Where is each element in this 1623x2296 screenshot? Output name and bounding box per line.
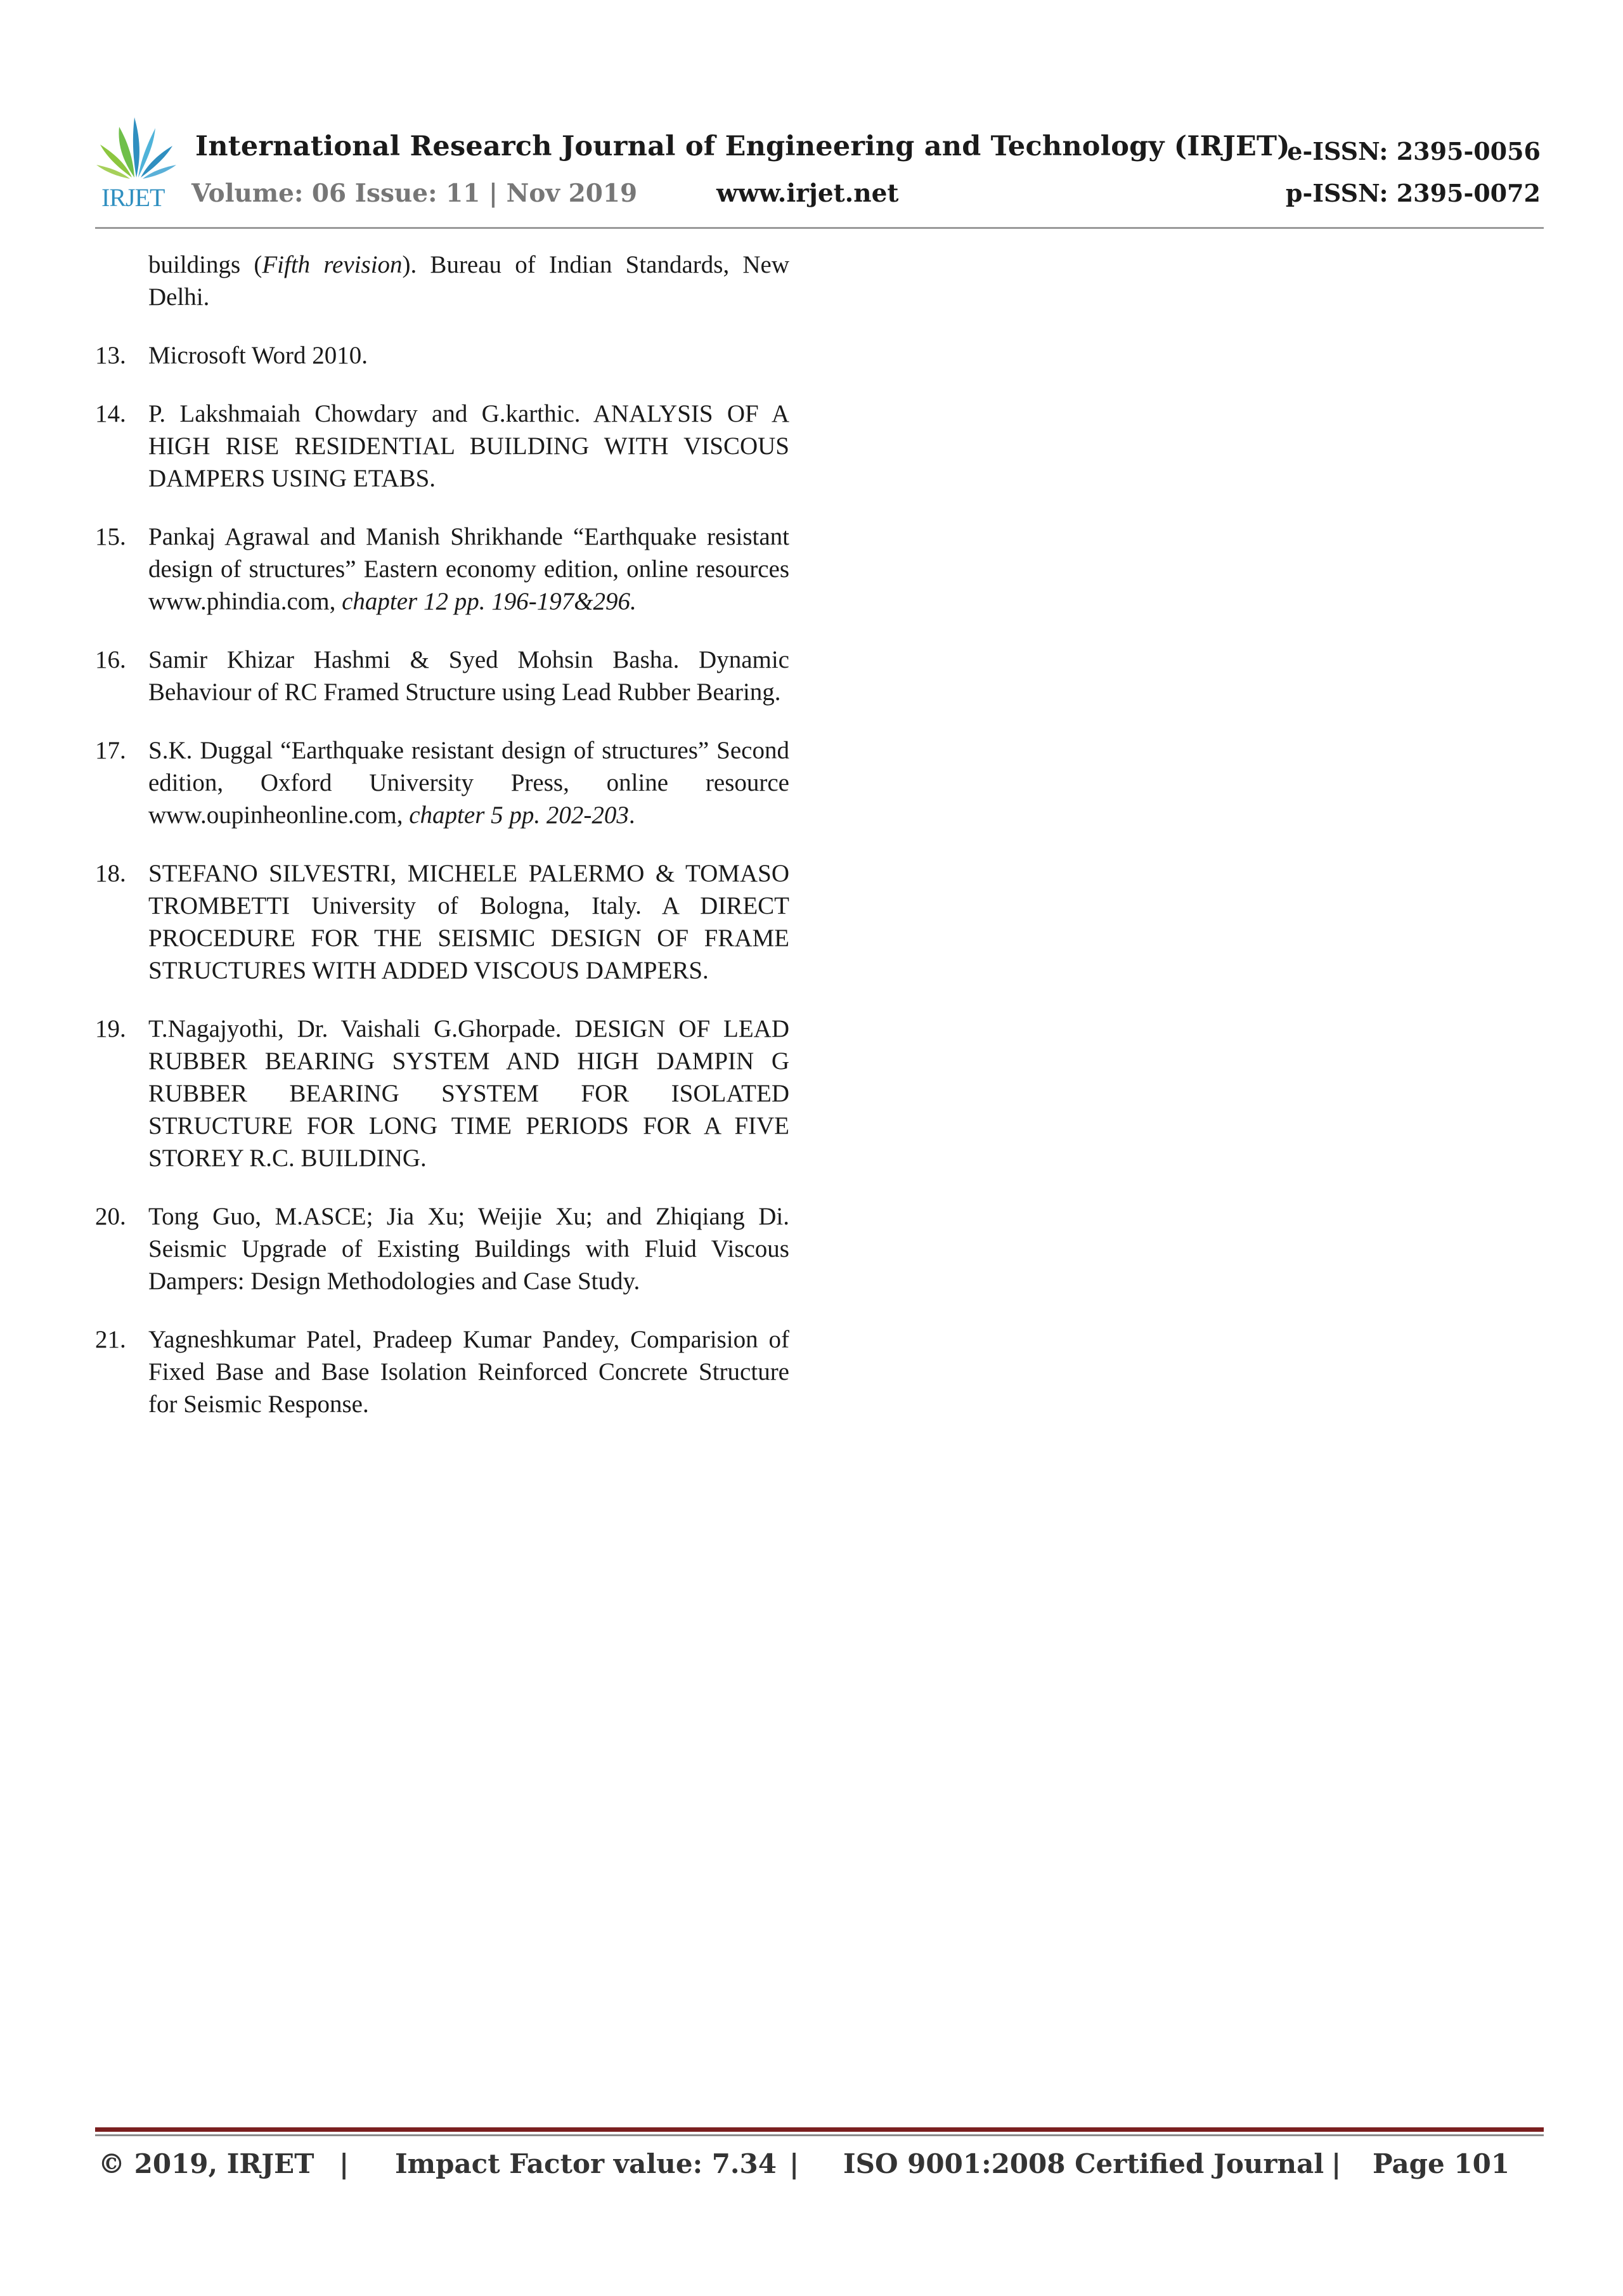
reference-text: STEFANO SILVESTRI, MICHELE PALERMO & TOMASO TROMBETTI University of Bologna, Italy. A DIRECT PROCEDURE FOR THE SEISMIC DESIGN OF FRAME STRUCTURES WITH ADDED VISCOUS DAMPERS.	[148, 860, 789, 984]
reference-item	[95, 398, 789, 495]
reference-number: 17.	[95, 737, 126, 764]
footer-separator: |	[1331, 2148, 1342, 2179]
leaf-logo-icon	[95, 114, 178, 184]
reference-text: T.Nagajyothi, Dr. Vaishali G.Ghorpade. DESIGN OF LEAD RUBBER BEARING SYSTEM AND HIGH DAMPIN G RUBBER BEARING SYSTEM FOR ISOLATED STRUCTURE FOR LONG TIME PERIODS FOR A FIVE STOREY R.C. BUILDING.	[148, 1015, 789, 1172]
reference-item	[95, 857, 789, 987]
reference-item	[95, 339, 789, 372]
reference-number: 20.	[95, 1203, 126, 1230]
reference-text: P. Lakshmaiah Chowdary and G.karthic. ANALYSIS OF A HIGH RISE RESIDENTIAL BUILDING WITH VISCOUS DAMPERS USING ETABS.	[148, 400, 789, 492]
reference-number: 15.	[95, 523, 126, 550]
volume-issue: Volume: 06 Issue: 11 | Nov 2019	[191, 179, 638, 208]
reference-number: 14.	[95, 400, 126, 427]
p-issn: p-ISSN: 2395-0072	[1285, 179, 1541, 207]
irjet-logo	[95, 114, 178, 216]
reference-item	[95, 734, 789, 831]
footer-impact-factor: Impact Factor value: 7.34	[395, 2148, 777, 2179]
reference-number: 19.	[95, 1015, 126, 1042]
reference-text: Microsoft Word 2010.	[148, 342, 368, 369]
footer-divider-gray	[95, 2134, 1544, 2136]
footer-page-number: Page 101	[1373, 2148, 1510, 2179]
footer-divider-red	[95, 2127, 1544, 2132]
reference-item	[95, 1200, 789, 1297]
reference-text: Samir Khizar Hashmi & Syed Mohsin Basha. Dynamic Behaviour of RC Framed Structure using Lead Rubber Bearing.	[148, 646, 789, 706]
reference-number: 18.	[95, 860, 126, 887]
reference-item	[95, 1323, 789, 1420]
journal-title: International Research Journal of Engineering and Technology (IRJET)	[195, 131, 1290, 162]
footer-separator: |	[339, 2148, 349, 2179]
journal-website-link[interactable]: www.irjet.net	[716, 179, 899, 208]
e-issn: e-ISSN: 2395-0056	[1287, 137, 1541, 165]
footer-copyright: © 2019, IRJET	[98, 2148, 314, 2179]
header-divider	[95, 227, 1544, 229]
reference-item	[95, 249, 789, 313]
reference-text: Yagneshkumar Patel, Pradeep Kumar Pandey, Comparision of Fixed Base and Base Isolation Reinforced Concrete Structure for Seismic Response.	[148, 1326, 789, 1418]
reference-number: 21.	[95, 1326, 126, 1353]
reference-item	[95, 644, 789, 708]
page-header	[95, 114, 1541, 228]
reference-number: 16.	[95, 646, 126, 673]
footer-iso-certification: ISO 9001:2008 Certified Journal	[843, 2148, 1324, 2179]
reference-text: Tong Guo, M.ASCE; Jia Xu; Weijie Xu; and Zhiqiang Di. Seismic Upgrade of Existing Buildings with Fluid Viscous Dampers: Design Methodologies and Case Study.	[148, 1203, 789, 1295]
reference-number: 13.	[95, 342, 126, 369]
reference-text: S.K. Duggal “Earthquake resistant design of structures” Second edition, Oxford University Press, online resource www.oupinheonline.com, chapter 5 pp. 202-203.	[148, 737, 789, 829]
references-list	[95, 249, 789, 1446]
reference-item	[95, 1013, 789, 1174]
logo-text: IRJET	[101, 183, 165, 212]
reference-item	[95, 521, 789, 618]
reference-text: Pankaj Agrawal and Manish Shrikhande “Earthquake resistant design of structures” Eastern economy edition, online resources www.phindia.com, chapter 12 pp. 196-197&296.	[148, 523, 789, 615]
reference-text: buildings (Fifth revision). Bureau of Indian Standards, New Delhi.	[148, 251, 790, 311]
footer-separator: |	[789, 2148, 799, 2179]
